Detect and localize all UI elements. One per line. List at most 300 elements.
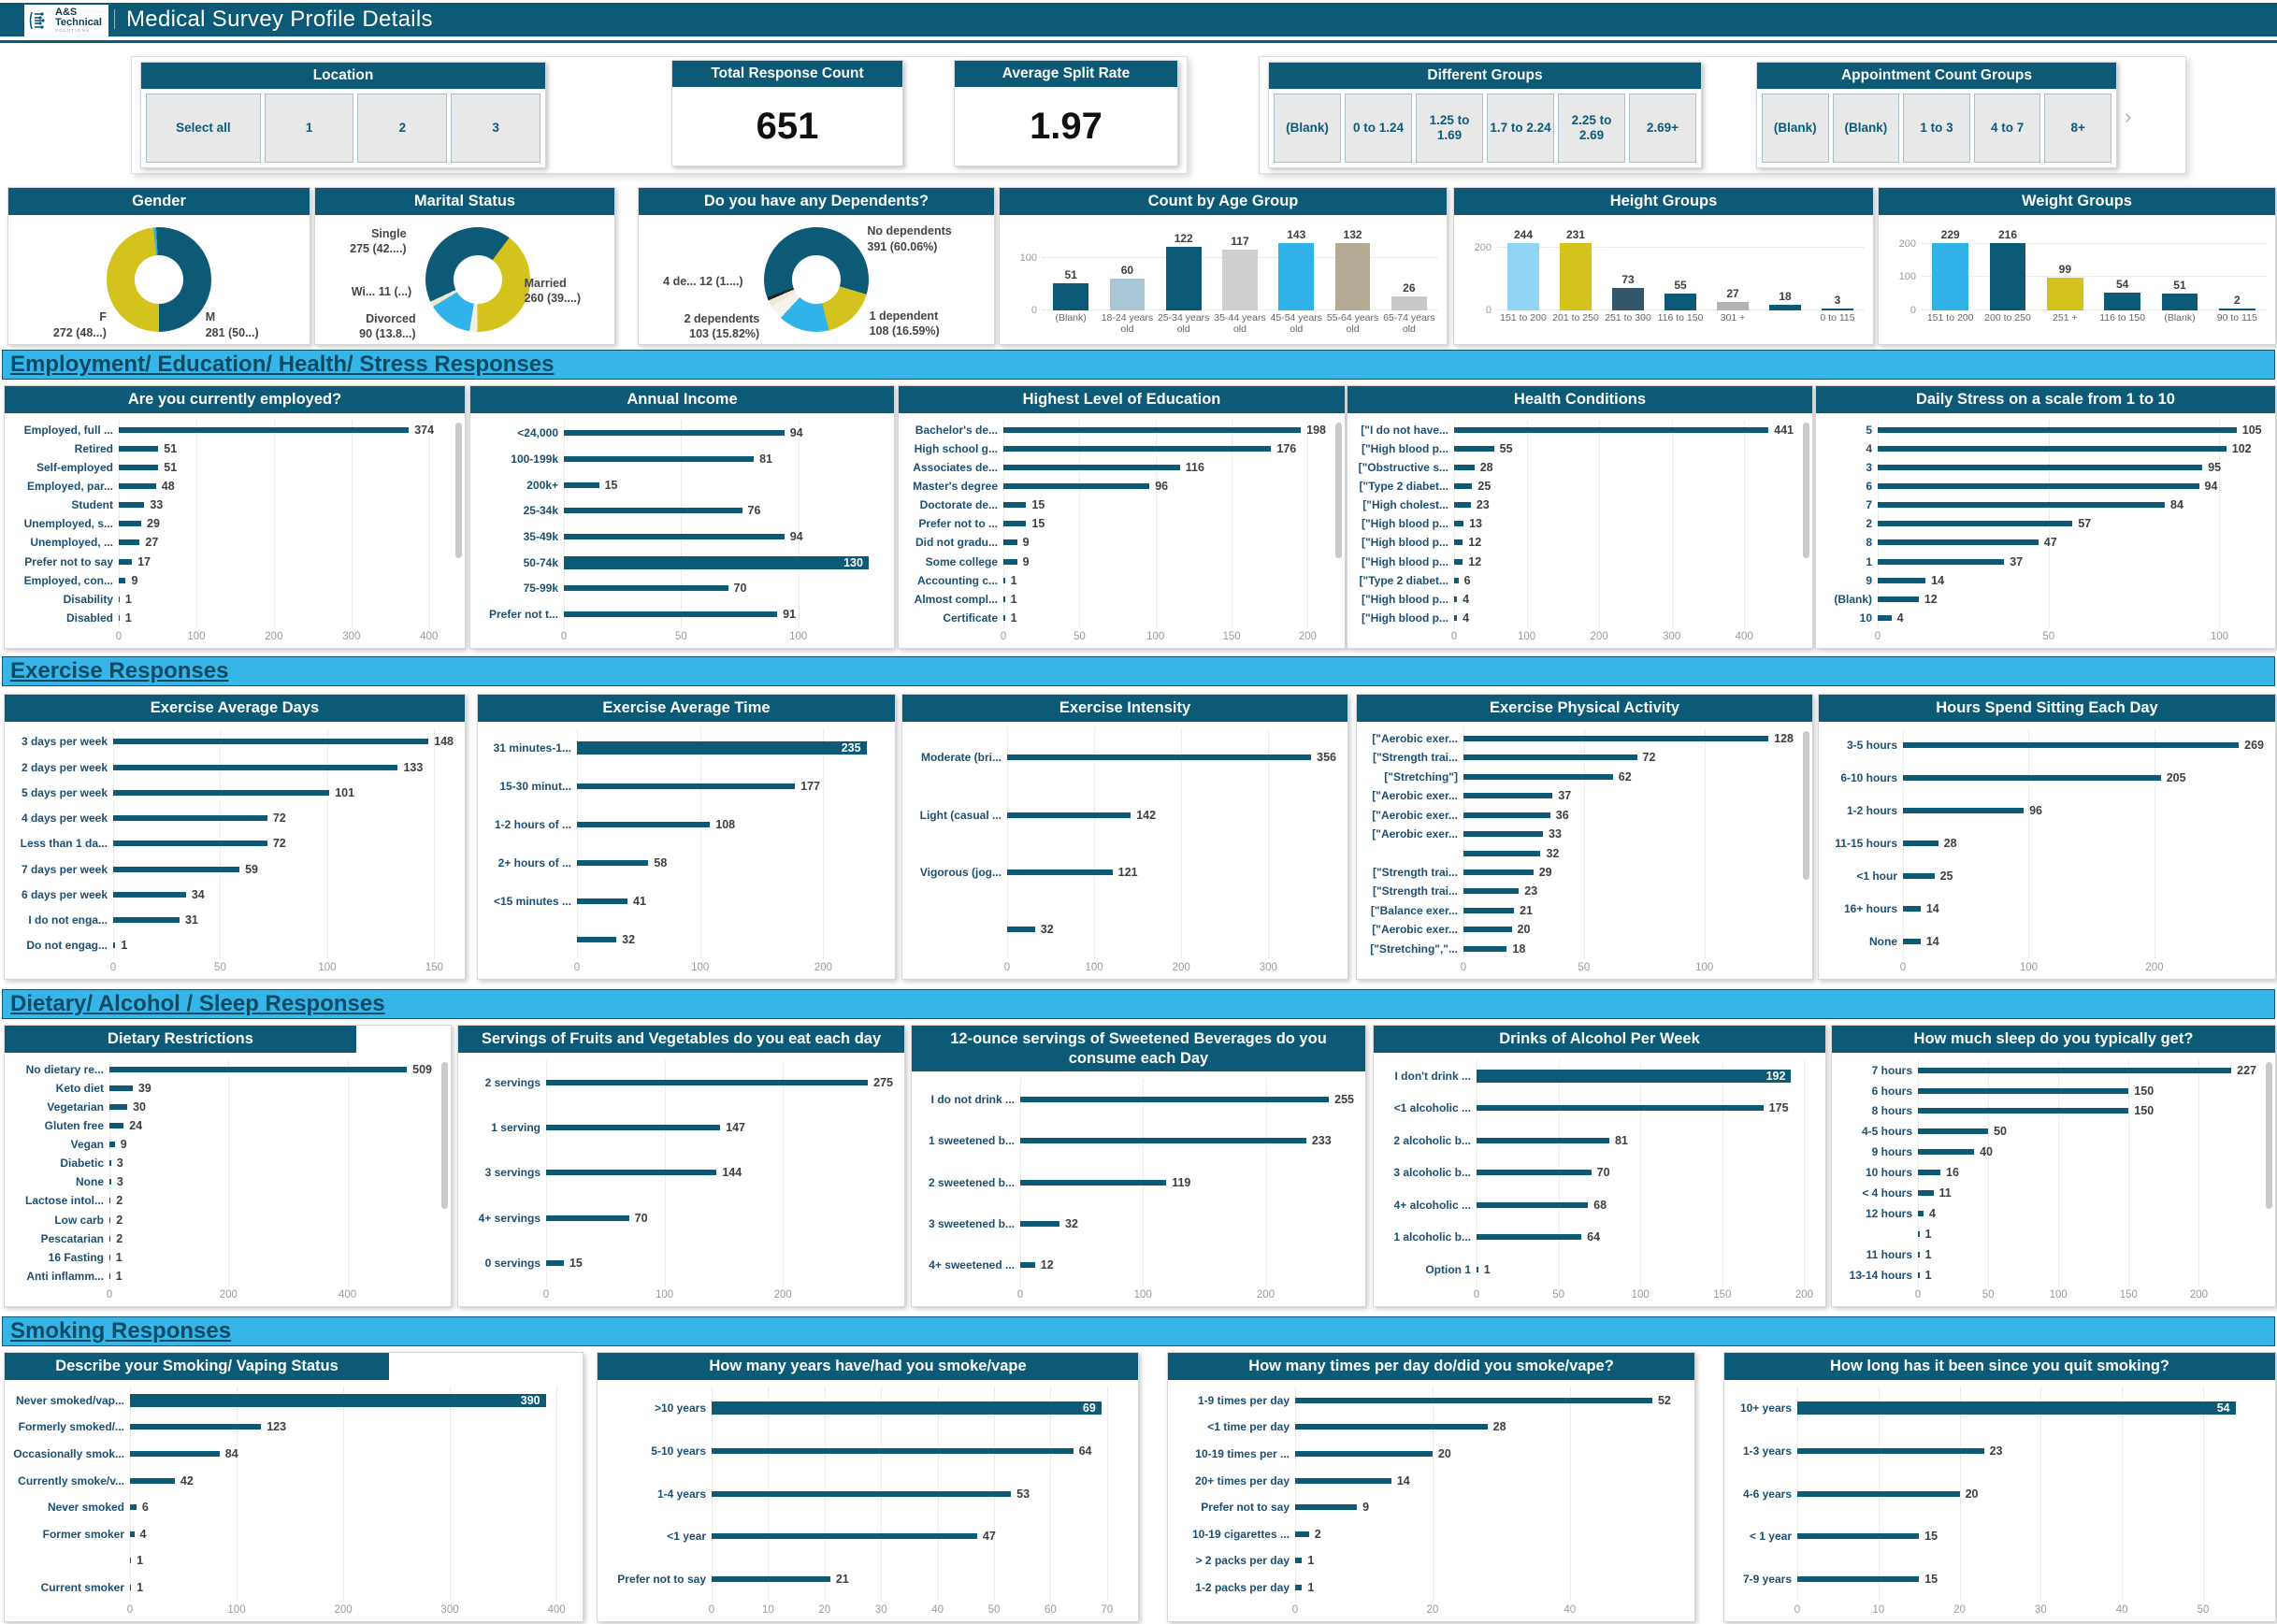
bar-row[interactable] <box>12 1211 432 1229</box>
bar-segment[interactable] <box>1007 927 1035 932</box>
bar-segment[interactable] <box>1903 841 1938 846</box>
bar-segment[interactable] <box>1560 243 1592 310</box>
column-cell[interactable] <box>1658 228 1703 310</box>
slicer-next-page-icon[interactable]: › <box>2125 105 2132 128</box>
bar-row[interactable] <box>12 1494 571 1521</box>
bar-row[interactable] <box>906 609 1326 627</box>
bar-row[interactable] <box>1355 533 1794 552</box>
bar-segment[interactable] <box>130 1478 175 1484</box>
column-cell[interactable] <box>1710 228 1755 310</box>
bar-segment[interactable] <box>1878 446 2227 452</box>
donut-chart[interactable] <box>425 227 530 332</box>
bar-row[interactable] <box>1175 1441 1683 1468</box>
bar-row[interactable] <box>1355 553 1794 571</box>
bar-row[interactable] <box>1823 609 2264 627</box>
bar-segment[interactable] <box>1463 927 1512 932</box>
bar-segment[interactable] <box>1003 446 1271 452</box>
different-groups-0-1.24-button[interactable]: 0 to 1.24 <box>1345 93 1412 163</box>
bar-segment[interactable] <box>109 1104 127 1110</box>
bar-segment[interactable] <box>1918 1211 1924 1216</box>
bar-row[interactable] <box>1381 1060 1814 1092</box>
bar-row[interactable] <box>12 553 446 571</box>
bar-segment[interactable] <box>1295 1424 1488 1430</box>
bar-segment[interactable] <box>1278 243 1314 310</box>
bar-segment[interactable] <box>1797 1533 1919 1539</box>
bar-segment[interactable] <box>1918 1170 1940 1175</box>
bar-segment[interactable] <box>546 1170 716 1175</box>
bar-segment[interactable] <box>1918 1068 2231 1073</box>
bar-segment[interactable] <box>1020 1180 1166 1186</box>
bar-row[interactable] <box>12 1098 432 1116</box>
bar-row[interactable] <box>12 805 454 830</box>
bar-row[interactable] <box>1823 571 2264 590</box>
bar-segment[interactable] <box>1717 302 1750 310</box>
bar-segment[interactable] <box>113 892 186 898</box>
bar-segment[interactable] <box>1878 483 2199 489</box>
bar-row[interactable] <box>605 1516 1127 1559</box>
bar-segment[interactable] <box>546 1080 868 1085</box>
bar-segment[interactable] <box>1918 1149 1974 1155</box>
bar-segment[interactable] <box>1295 1504 1357 1510</box>
bar-row[interactable] <box>1355 571 1794 590</box>
bar-segment[interactable] <box>1878 521 2072 526</box>
bar-segment[interactable] <box>119 559 132 565</box>
bar-row[interactable] <box>478 524 883 550</box>
column-cell[interactable] <box>1763 228 1808 310</box>
column-cell[interactable] <box>1385 228 1434 310</box>
bar-segment[interactable] <box>1295 1558 1302 1563</box>
bar-segment[interactable] <box>1454 521 1463 526</box>
bar-row[interactable] <box>478 550 883 576</box>
bar-row[interactable] <box>906 477 1326 496</box>
bar-row[interactable] <box>12 1267 432 1286</box>
bar-segment[interactable] <box>2047 278 2082 310</box>
bar-segment[interactable] <box>564 482 599 488</box>
bar-segment[interactable] <box>1477 1138 1609 1143</box>
bar-row[interactable] <box>485 768 884 806</box>
bar-row[interactable] <box>906 496 1326 514</box>
bar-row[interactable] <box>12 1387 571 1415</box>
bar-segment[interactable] <box>1003 578 1005 583</box>
column-cell[interactable] <box>2155 228 2204 310</box>
bar-segment[interactable] <box>1463 869 1534 875</box>
bar-row[interactable] <box>1364 940 1794 958</box>
bar-segment[interactable] <box>1878 465 2202 470</box>
location-select-all-button[interactable]: Select all <box>146 93 261 163</box>
scrollbar[interactable] <box>2266 1062 2272 1209</box>
bar-row[interactable] <box>12 1154 432 1172</box>
bar-row[interactable] <box>906 439 1326 458</box>
bar-row[interactable] <box>12 609 446 627</box>
bar-segment[interactable] <box>1878 596 1919 602</box>
scrollbar[interactable] <box>441 1062 448 1209</box>
bar-row[interactable] <box>1364 768 1794 786</box>
bar-row[interactable] <box>1355 458 1794 477</box>
column-cell[interactable] <box>1553 228 1598 310</box>
donut-chart[interactable] <box>107 227 211 332</box>
bar-segment[interactable] <box>1335 243 1371 310</box>
bar-segment[interactable] <box>1463 851 1540 856</box>
bar-segment[interactable] <box>109 1123 123 1128</box>
bar-row[interactable] <box>1355 609 1794 627</box>
bar-segment[interactable] <box>109 1142 115 1147</box>
bar-segment[interactable] <box>564 585 728 591</box>
location-1-button[interactable]: 1 <box>265 93 354 163</box>
bar-row[interactable] <box>12 831 454 856</box>
bar-segment[interactable] <box>577 741 867 755</box>
bar-row[interactable] <box>1839 1224 2256 1244</box>
bar-row[interactable] <box>1381 1157 1814 1188</box>
bar-segment[interactable] <box>119 446 158 452</box>
bar-segment[interactable] <box>1463 755 1637 760</box>
bar-segment[interactable] <box>1477 1170 1592 1175</box>
bar-row[interactable] <box>1364 882 1794 900</box>
bar-segment[interactable] <box>109 1160 111 1166</box>
bar-row[interactable] <box>1381 1125 1814 1157</box>
bar-segment[interactable] <box>1463 946 1506 952</box>
bar-segment[interactable] <box>1822 309 1854 310</box>
bar-row[interactable] <box>12 1248 432 1267</box>
bar-segment[interactable] <box>130 1558 131 1563</box>
bar-segment[interactable] <box>564 508 742 513</box>
bar-segment[interactable] <box>1166 247 1202 310</box>
bar-row[interactable] <box>1364 748 1794 767</box>
bar-segment[interactable] <box>1003 615 1005 621</box>
bar-segment[interactable] <box>1903 906 1921 912</box>
bar-row[interactable] <box>12 421 446 439</box>
bar-segment[interactable] <box>1003 465 1180 470</box>
bar-segment[interactable] <box>1612 288 1645 310</box>
bar-row[interactable] <box>1732 1430 2264 1473</box>
bar-segment[interactable] <box>1454 596 1457 602</box>
bar-row[interactable] <box>1823 477 2264 496</box>
column-cell[interactable] <box>2097 228 2147 310</box>
bar-row[interactable] <box>910 901 1336 958</box>
bar-row[interactable] <box>1175 1414 1683 1441</box>
bar-segment[interactable] <box>1463 831 1543 837</box>
bar-row[interactable] <box>1839 1121 2256 1142</box>
scrollbar[interactable] <box>1803 731 1809 881</box>
bar-row[interactable] <box>1839 1101 2256 1122</box>
bar-segment[interactable] <box>119 596 120 602</box>
column-cell[interactable] <box>1925 228 1975 310</box>
bar-row[interactable] <box>1364 901 1794 920</box>
bar-row[interactable] <box>466 1241 893 1286</box>
bar-row[interactable] <box>12 780 454 805</box>
bar-row[interactable] <box>1364 786 1794 805</box>
bar-segment[interactable] <box>1007 755 1311 760</box>
bar-row[interactable] <box>478 472 883 498</box>
bar-row[interactable] <box>1839 1265 2256 1286</box>
bar-row[interactable] <box>12 729 454 755</box>
bar-row[interactable] <box>1364 843 1794 862</box>
bar-row[interactable] <box>1355 514 1794 533</box>
bar-row[interactable] <box>12 1172 432 1191</box>
bar-segment[interactable] <box>1903 939 1921 944</box>
bar-segment[interactable] <box>130 1504 137 1510</box>
bar-segment[interactable] <box>1477 1267 1478 1272</box>
bar-segment[interactable] <box>712 1533 977 1539</box>
bar-row[interactable] <box>12 1441 571 1468</box>
bar-row[interactable] <box>485 805 884 843</box>
bar-row[interactable] <box>1364 729 1794 748</box>
bar-row[interactable] <box>906 514 1326 533</box>
column-cell[interactable] <box>1160 228 1208 310</box>
bar-segment[interactable] <box>1477 1202 1588 1208</box>
column-cell[interactable] <box>1328 228 1376 310</box>
bar-segment[interactable] <box>1918 1108 2128 1114</box>
bar-row[interactable] <box>1381 1189 1814 1221</box>
bar-segment[interactable] <box>1295 1398 1652 1403</box>
bar-row[interactable] <box>605 1387 1127 1430</box>
bar-row[interactable] <box>1839 1162 2256 1183</box>
column-cell[interactable] <box>1046 228 1095 310</box>
bar-segment[interactable] <box>1918 1190 1934 1196</box>
bar-segment[interactable] <box>2219 309 2255 310</box>
bar-segment[interactable] <box>119 483 156 489</box>
bar-segment[interactable] <box>1903 742 2239 748</box>
bar-row[interactable] <box>1826 729 2264 762</box>
bar-segment[interactable] <box>109 1067 407 1072</box>
bar-row[interactable] <box>906 571 1326 590</box>
bar-segment[interactable] <box>119 578 125 583</box>
bar-row[interactable] <box>910 729 1336 786</box>
bar-row[interactable] <box>906 458 1326 477</box>
bar-segment[interactable] <box>1454 539 1463 545</box>
bar-row[interactable] <box>478 498 883 525</box>
bar-row[interactable] <box>1823 514 2264 533</box>
location-3-button[interactable]: 3 <box>451 93 540 163</box>
bar-row[interactable] <box>1732 1473 2264 1516</box>
bar-row[interactable] <box>1823 496 2264 514</box>
bar-row[interactable] <box>1355 477 1794 496</box>
bar-segment[interactable] <box>113 815 267 821</box>
bar-row[interactable] <box>1364 805 1794 824</box>
bar-segment[interactable] <box>109 1179 111 1185</box>
bar-row[interactable] <box>12 1079 432 1098</box>
bar-row[interactable] <box>1839 1060 2256 1081</box>
different-groups-blank-button[interactable]: (Blank) <box>1274 93 1341 163</box>
bar-segment[interactable] <box>1878 615 1892 621</box>
bar-row[interactable] <box>1826 827 2264 860</box>
bar-row[interactable] <box>12 856 454 882</box>
bar-row[interactable] <box>919 1079 1354 1120</box>
bar-row[interactable] <box>906 553 1326 571</box>
bar-row[interactable] <box>1364 863 1794 882</box>
bar-segment[interactable] <box>1454 427 1768 433</box>
bar-segment[interactable] <box>113 867 239 872</box>
bar-segment[interactable] <box>1463 793 1552 798</box>
bar-row[interactable] <box>466 1195 893 1240</box>
bar-segment[interactable] <box>1222 250 1258 310</box>
bar-row[interactable] <box>1823 553 2264 571</box>
bar-segment[interactable] <box>1003 539 1017 545</box>
bar-row[interactable] <box>919 1120 1354 1161</box>
bar-row[interactable] <box>1732 1558 2264 1601</box>
bar-segment[interactable] <box>1918 1128 1988 1134</box>
column-cell[interactable] <box>1102 228 1151 310</box>
bar-row[interactable] <box>605 1430 1127 1473</box>
bar-segment[interactable] <box>1007 869 1113 875</box>
bar-segment[interactable] <box>546 1125 720 1130</box>
bar-row[interactable] <box>12 1116 432 1135</box>
donut-chart[interactable] <box>764 227 869 332</box>
bar-segment[interactable] <box>712 1576 830 1582</box>
column-cell[interactable] <box>1606 228 1650 310</box>
bar-segment[interactable] <box>1020 1221 1059 1227</box>
column-cell[interactable] <box>2212 228 2262 310</box>
bar-row[interactable] <box>605 1558 1127 1601</box>
bar-row[interactable] <box>12 477 446 496</box>
bar-segment[interactable] <box>564 430 785 436</box>
appointment-groups-8plus-button[interactable]: 8+ <box>2044 93 2111 163</box>
bar-row[interactable] <box>12 458 446 477</box>
bar-segment[interactable] <box>1903 808 2024 813</box>
bar-segment[interactable] <box>1918 1088 2128 1094</box>
bar-row[interactable] <box>1823 458 2264 477</box>
bar-row[interactable] <box>1381 1092 1814 1124</box>
bar-row[interactable] <box>12 439 446 458</box>
different-groups-1.25-1.69-button[interactable]: 1.25 to 1.69 <box>1416 93 1483 163</box>
bar-segment[interactable] <box>1878 502 2165 508</box>
bar-row[interactable] <box>478 446 883 472</box>
bar-segment[interactable] <box>1918 1252 1920 1258</box>
bar-segment[interactable] <box>1878 427 2237 433</box>
bar-row[interactable] <box>1732 1387 2264 1430</box>
bar-row[interactable] <box>1175 1574 1683 1601</box>
bar-row[interactable] <box>919 1203 1354 1244</box>
bar-row[interactable] <box>1823 439 2264 458</box>
different-groups-2.69plus-button[interactable]: 2.69+ <box>1629 93 1696 163</box>
bar-segment[interactable] <box>1007 812 1131 818</box>
bar-segment[interactable] <box>130 1394 546 1407</box>
bar-row[interactable] <box>906 533 1326 552</box>
bar-row[interactable] <box>485 729 884 768</box>
bar-segment[interactable] <box>1295 1531 1309 1537</box>
bar-segment[interactable] <box>564 556 869 569</box>
bar-segment[interactable] <box>577 860 648 866</box>
bar-segment[interactable] <box>1003 559 1017 565</box>
column-cell[interactable] <box>1272 228 1320 310</box>
bar-row[interactable] <box>1364 825 1794 843</box>
bar-segment[interactable] <box>109 1198 110 1203</box>
bar-segment[interactable] <box>1769 305 1802 310</box>
bar-segment[interactable] <box>1295 1451 1433 1457</box>
bar-row[interactable] <box>910 786 1336 843</box>
bar-row[interactable] <box>906 421 1326 439</box>
bar-row[interactable] <box>12 755 454 780</box>
appointment-groups-1-3-button[interactable]: 1 to 3 <box>1903 93 1970 163</box>
bar-segment[interactable] <box>1003 596 1005 602</box>
bar-segment[interactable] <box>113 942 115 948</box>
bar-segment[interactable] <box>1932 243 1967 310</box>
bar-segment[interactable] <box>1507 243 1540 310</box>
bar-segment[interactable] <box>113 739 428 744</box>
bar-row[interactable] <box>1826 795 2264 827</box>
bar-row[interactable] <box>1355 590 1794 609</box>
bar-segment[interactable] <box>1918 1231 1920 1237</box>
bar-row[interactable] <box>906 590 1326 609</box>
bar-segment[interactable] <box>1918 1272 1920 1278</box>
bar-segment[interactable] <box>1878 578 1925 583</box>
bar-segment[interactable] <box>2162 294 2198 310</box>
bar-segment[interactable] <box>564 456 754 462</box>
bar-row[interactable] <box>478 576 883 602</box>
bar-segment[interactable] <box>577 783 795 789</box>
bar-row[interactable] <box>1826 860 2264 893</box>
bar-row[interactable] <box>1826 893 2264 926</box>
bar-row[interactable] <box>12 1467 571 1494</box>
bar-row[interactable] <box>1355 439 1794 458</box>
column-cell[interactable] <box>1982 228 2032 310</box>
scrollbar[interactable] <box>1803 423 1809 559</box>
bar-row[interactable] <box>1364 920 1794 939</box>
column-cell[interactable] <box>1815 228 1860 310</box>
bar-segment[interactable] <box>546 1260 564 1266</box>
bar-segment[interactable] <box>109 1255 110 1260</box>
bar-segment[interactable] <box>130 1451 220 1457</box>
bar-row[interactable] <box>1175 1467 1683 1494</box>
column-cell[interactable] <box>1216 228 1264 310</box>
bar-row[interactable] <box>12 882 454 907</box>
bar-segment[interactable] <box>1295 1585 1302 1590</box>
bar-row[interactable] <box>12 514 446 533</box>
bar-row[interactable] <box>1839 1203 2256 1224</box>
bar-row[interactable] <box>12 533 446 552</box>
appointment-groups-4-7-button[interactable]: 4 to 7 <box>1974 93 2041 163</box>
bar-row[interactable] <box>12 1135 432 1154</box>
bar-segment[interactable] <box>119 521 141 526</box>
bar-segment[interactable] <box>1797 1576 1919 1582</box>
bar-row[interactable] <box>1175 1547 1683 1574</box>
bar-row[interactable] <box>12 1574 571 1601</box>
bar-segment[interactable] <box>119 502 144 508</box>
bar-segment[interactable] <box>2104 293 2140 310</box>
bar-row[interactable] <box>1355 496 1794 514</box>
bar-segment[interactable] <box>1797 1448 1984 1454</box>
bar-row[interactable] <box>12 1520 571 1547</box>
bar-segment[interactable] <box>1020 1097 1329 1102</box>
different-groups-2.25-2.69-button[interactable]: 2.25 to 2.69 <box>1558 93 1625 163</box>
bar-row[interactable] <box>1175 1494 1683 1521</box>
bar-segment[interactable] <box>1477 1070 1791 1083</box>
bar-segment[interactable] <box>577 822 710 827</box>
bar-segment[interactable] <box>1003 521 1026 526</box>
column-cell[interactable] <box>1501 228 1546 310</box>
bar-row[interactable] <box>1839 1081 2256 1101</box>
bar-row[interactable] <box>12 1414 571 1441</box>
bar-segment[interactable] <box>1463 812 1550 818</box>
bar-segment[interactable] <box>1477 1234 1581 1240</box>
bar-segment[interactable] <box>119 465 158 470</box>
bar-segment[interactable] <box>577 937 616 942</box>
different-groups-1.7-2.24-button[interactable]: 1.7 to 2.24 <box>1487 93 1554 163</box>
bar-segment[interactable] <box>113 917 180 923</box>
bar-row[interactable] <box>485 882 884 920</box>
bar-segment[interactable] <box>1797 1491 1960 1497</box>
bar-row[interactable] <box>12 933 454 958</box>
bar-segment[interactable] <box>564 611 777 617</box>
bar-row[interactable] <box>919 1244 1354 1286</box>
bar-row[interactable] <box>478 421 883 447</box>
bar-segment[interactable] <box>1878 539 2039 545</box>
bar-segment[interactable] <box>546 1215 629 1221</box>
bar-row[interactable] <box>1175 1520 1683 1547</box>
bar-segment[interactable] <box>1454 465 1475 470</box>
bar-segment[interactable] <box>1903 873 1935 879</box>
bar-row[interactable] <box>12 907 454 932</box>
bar-segment[interactable] <box>712 1401 1102 1415</box>
